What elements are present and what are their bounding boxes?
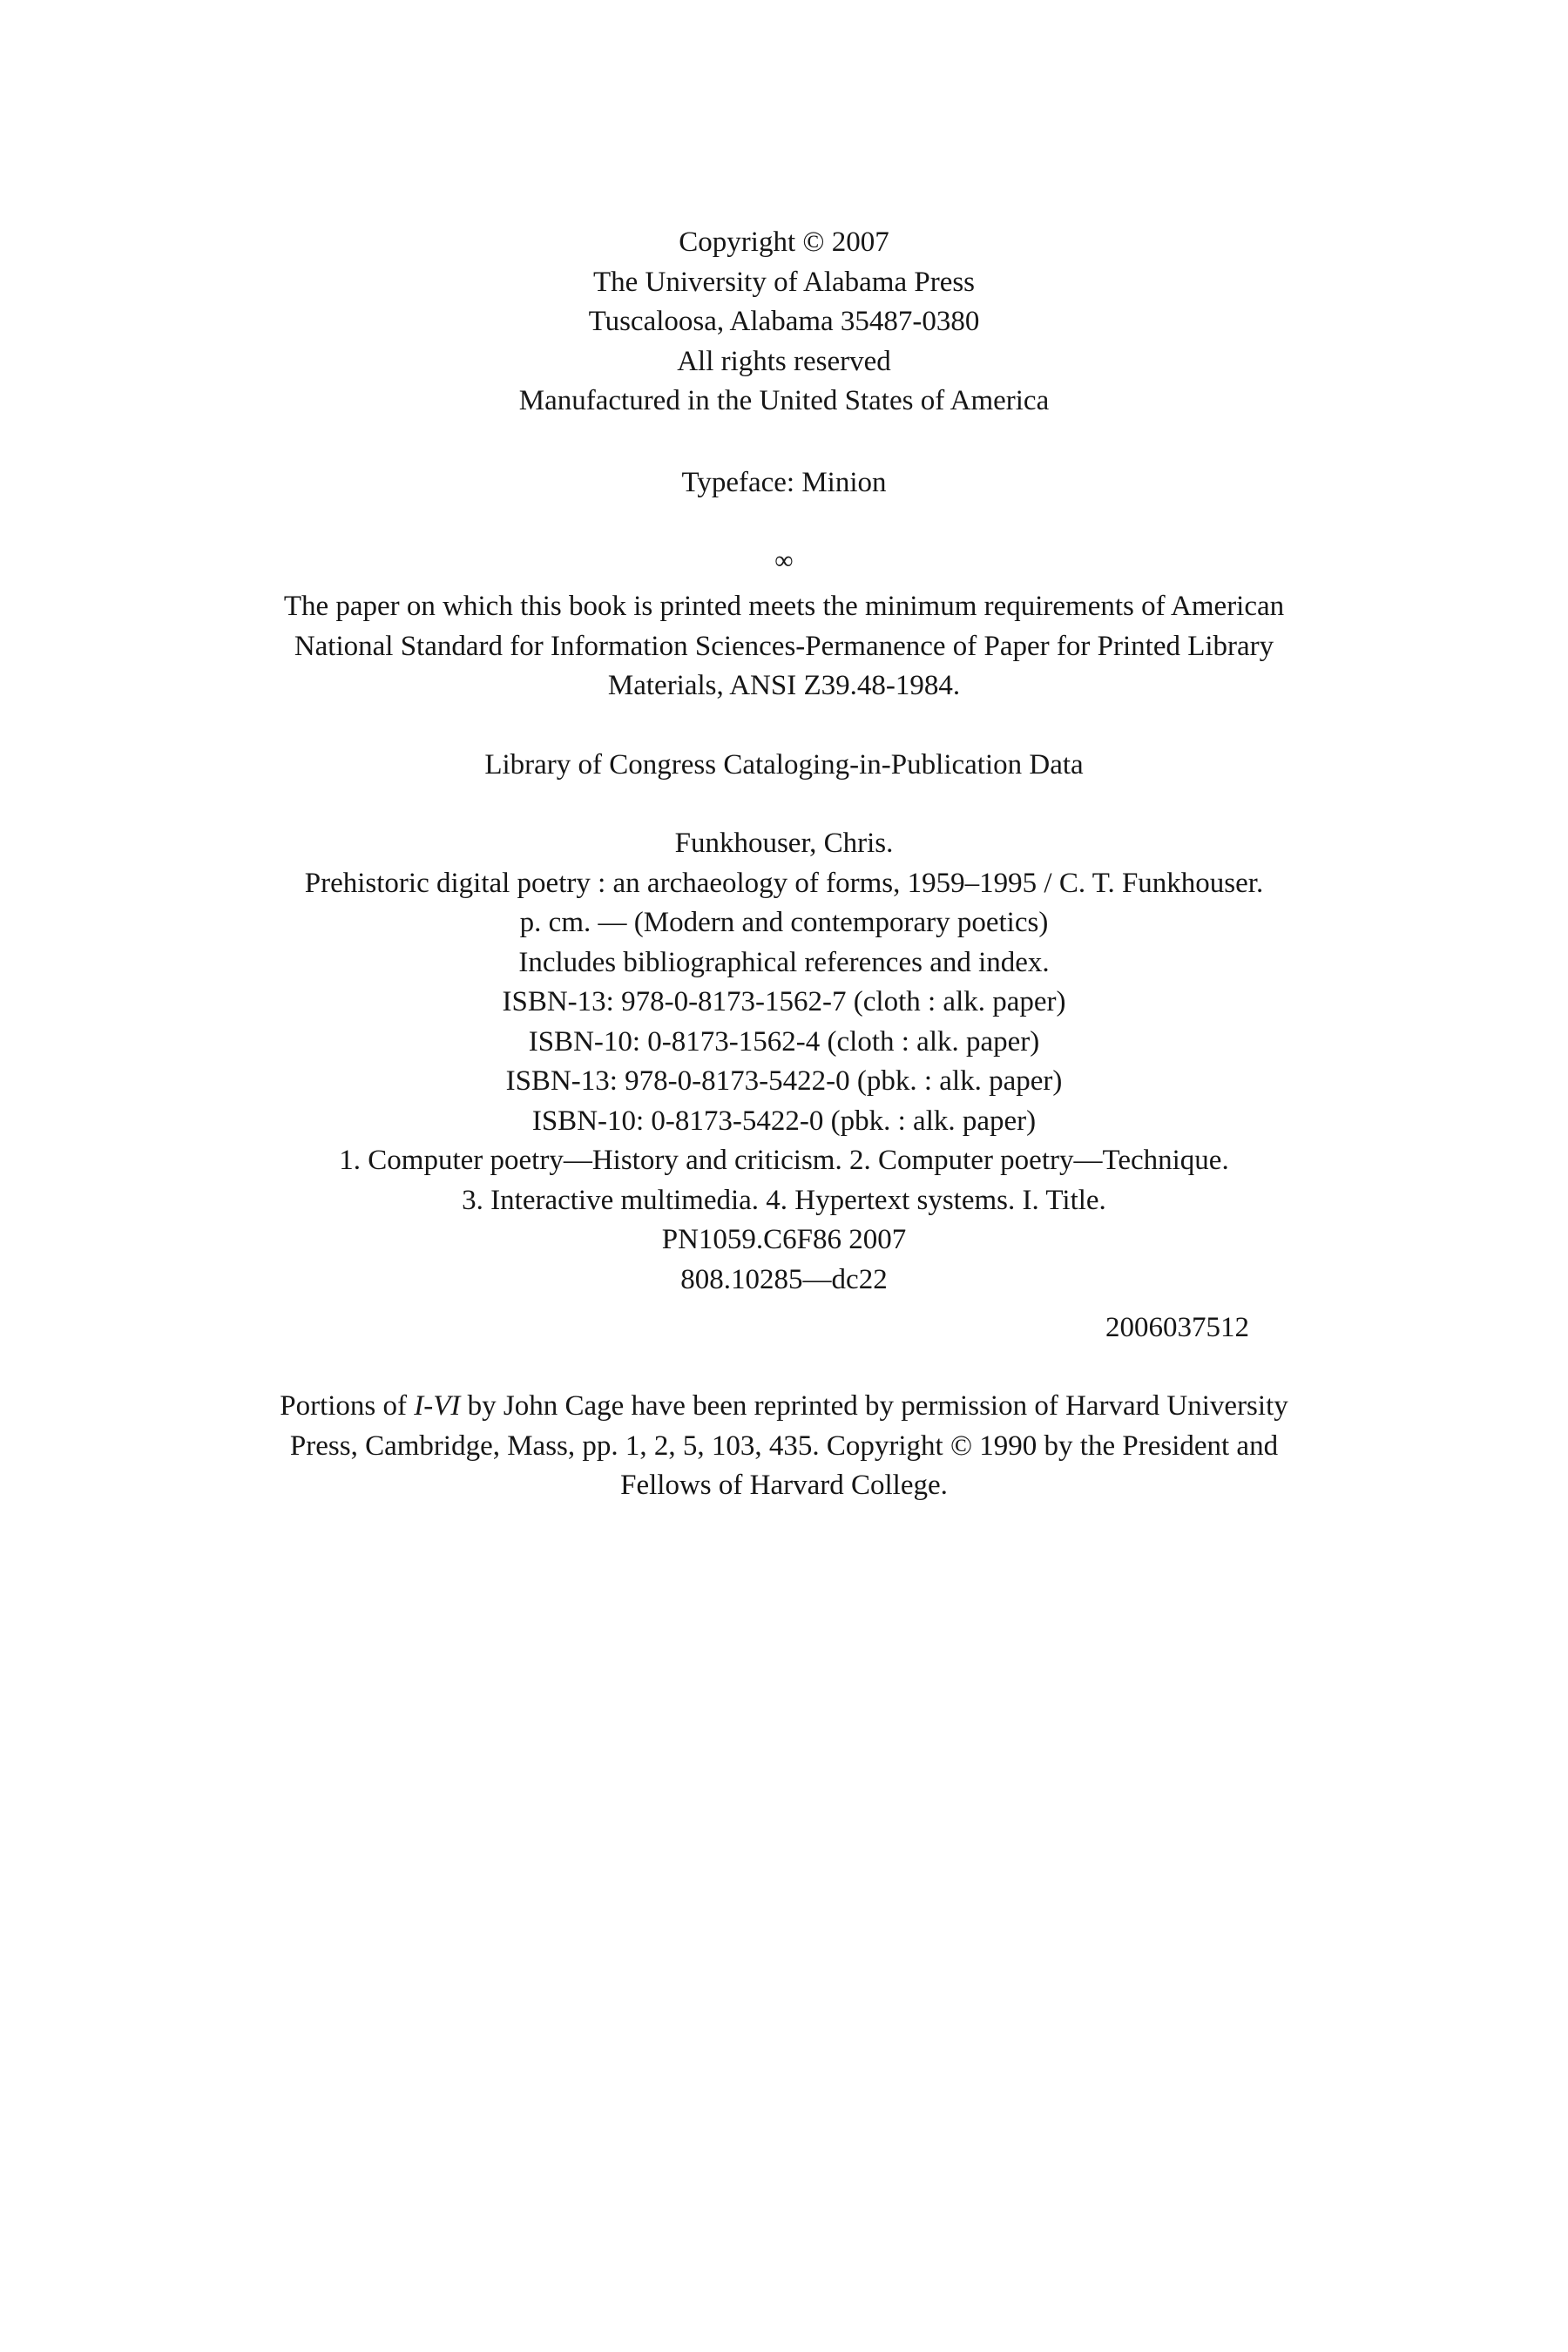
lccn-number: 2006037512 <box>1105 1312 1249 1343</box>
cip-lc-class: PN1059.C6F86 2007 <box>661 1224 907 1255</box>
permissions-line-3: Fellows of Harvard College. <box>620 1470 948 1501</box>
manufactured-line: Manufactured in the United States of America <box>518 385 1050 416</box>
permissions-line-2: Press, Cambridge, Mass, pp. 1, 2, 5, 103, 435. Copyright © 1990 by the President and <box>289 1429 1279 1462</box>
infinity-symbol: ∞ <box>774 546 794 575</box>
cip-isbn13-pbk: ISBN-13: 978-0-8173-5422-0 (pbk. : alk. paper) <box>505 1065 1063 1097</box>
cip-title: Prehistoric digital poetry : an archaeology of forms, 1959–1995 / C. T. Funkhouser. <box>304 867 1264 899</box>
cip-notes: Includes bibliographical references and index. <box>518 946 1050 978</box>
publisher-name: The University of Alabama Press <box>592 266 976 298</box>
copyright-line: Copyright © 2007 <box>679 226 889 258</box>
cip-isbn13-cloth: ISBN-13: 978-0-8173-1562-7 (cloth : alk. paper) <box>502 986 1066 1017</box>
permissions-suffix: by John Cage have been reprinted by permission of Harvard University <box>460 1390 1288 1422</box>
cip-series: p. cm. — (Modern and contemporary poetics) <box>519 907 1049 938</box>
typeface-note <box>0 463 1568 504</box>
cip-isbn10-pbk: ISBN-10: 0-8173-5422-0 (pbk. : alk. paper) <box>531 1105 1037 1137</box>
cip-heading-line: Library of Congress Cataloging-in-Publication Data <box>484 749 1084 781</box>
paper-notice <box>0 587 1568 706</box>
cip-subjects-1: 1. Computer poetry—History and criticism. 2. Computer poetry—Technique. <box>339 1145 1229 1176</box>
typeface-line: Typeface: Minion <box>681 467 887 498</box>
paper-notice-line-3: Materials, ANSI Z39.48-1984. <box>607 670 961 701</box>
permanent-paper-icon <box>0 544 1568 578</box>
rights-reserved: All rights reserved <box>677 345 891 377</box>
paper-notice-line-2: National Standard for Information Sciences-Permanence of Paper for Printed Library <box>294 630 1274 662</box>
cip-record <box>0 824 1568 1300</box>
cip-heading <box>0 746 1568 786</box>
cip-dewey: 808.10285—dc22 <box>680 1263 888 1295</box>
cip-subjects-2: 3. Interactive multimedia. 4. Hypertext systems. I. Title. <box>462 1184 1106 1216</box>
copyright-block <box>0 223 1568 422</box>
permissions-prefix: Portions of <box>280 1390 415 1422</box>
cip-isbn10-cloth: ISBN-10: 0-8173-1562-4 (cloth : alk. paper) <box>528 1025 1040 1058</box>
cip-author: Funkhouser, Chris. <box>674 828 894 859</box>
permissions-line-1 <box>0 1387 1568 1427</box>
publisher-address: Tuscaloosa, Alabama 35487-0380 <box>588 306 980 337</box>
paper-notice-line-1: The paper on which this book is printed meets the minimum requirements of American <box>283 591 1285 622</box>
permissions-work-title: I-VI <box>414 1390 461 1422</box>
permissions-notice <box>0 1387 1568 1506</box>
